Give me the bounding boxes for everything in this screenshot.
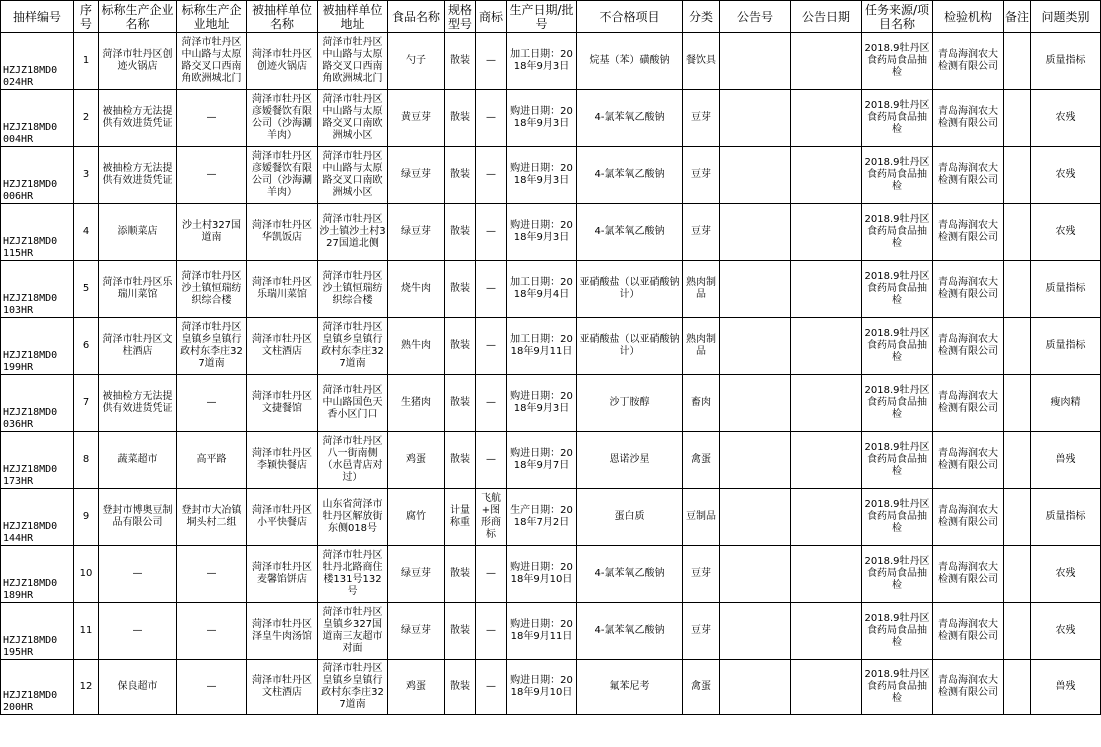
cell-failed-item: 亚硝酸盐（以亚硝酸钠计）: [577, 261, 683, 318]
cell-task: 2018.9牡丹区食药局食品抽检: [862, 375, 933, 432]
cell-brand: —: [476, 546, 507, 603]
cell-notice-date: [791, 546, 862, 603]
table-row: [1, 375, 1101, 432]
cell-spec: 散装: [445, 603, 476, 660]
cell-code: HZJZ18MD0 004HR: [1, 90, 74, 147]
cell-producer-address: —: [177, 660, 247, 715]
cell-notice-date: [791, 489, 862, 546]
cell-issue: 兽残: [1031, 432, 1101, 489]
cell-producer-address: 菏泽市牡丹区中山路与太原路交叉口西南角欧洲城北门: [177, 33, 247, 90]
cell-food: 绿豆芽: [388, 546, 445, 603]
cell-lab: 青岛海润农大检测有限公司: [933, 204, 1004, 261]
cell-sampled-unit: 菏泽市牡丹区文柱酒店: [247, 660, 318, 715]
cell-failed-item: 4-氯苯氧乙酸钠: [577, 204, 683, 261]
cell-lab: 青岛海润农大检测有限公司: [933, 147, 1004, 204]
cell-category: 豆芽: [683, 603, 720, 660]
cell-producer: 保良超市: [99, 660, 177, 715]
cell-sampled-address: 菏泽市牡丹区皇镇乡327国道南三友超市对面: [318, 603, 388, 660]
header-code: 抽样编号: [1, 1, 74, 33]
cell-notice-date: [791, 261, 862, 318]
cell-seq: 9: [74, 489, 99, 546]
header-food: 食品名称: [388, 1, 445, 33]
header-sampled-address: 被抽样单位地址: [318, 1, 388, 33]
cell-notice: [720, 375, 791, 432]
cell-remark: [1004, 489, 1031, 546]
cell-lab: 青岛海润农大检测有限公司: [933, 546, 1004, 603]
table-row: [1, 489, 1101, 546]
cell-code: HZJZ18MD0 200HR: [1, 660, 74, 715]
cell-issue: 兽残: [1031, 660, 1101, 715]
cell-notice: [720, 261, 791, 318]
cell-food: 绿豆芽: [388, 204, 445, 261]
cell-issue: 质量指标: [1031, 33, 1101, 90]
cell-brand: 飞航+图形商标: [476, 489, 507, 546]
cell-sampled-address: 菏泽市牡丹区中山路与太原路交叉口南欧洲城小区: [318, 90, 388, 147]
cell-task: 2018.9牡丹区食药局食品抽检: [862, 603, 933, 660]
cell-food: 鸡蛋: [388, 660, 445, 715]
cell-brand: —: [476, 261, 507, 318]
cell-date: 加工日期：2018年9月3日: [507, 33, 577, 90]
cell-sampled-unit: 菏泽市牡丹区小平快餐店: [247, 489, 318, 546]
cell-category: 豆芽: [683, 546, 720, 603]
cell-brand: —: [476, 432, 507, 489]
cell-seq: 2: [74, 90, 99, 147]
cell-sampled-unit: 菏泽市牡丹区彦嫒餐饮有限公司（沙海涮羊肉）: [247, 90, 318, 147]
cell-sampled-unit: 菏泽市牡丹区乐瑞川菜馆: [247, 261, 318, 318]
cell-seq: 8: [74, 432, 99, 489]
header-notice: 公告号: [720, 1, 791, 33]
cell-sampled-address: 菏泽市牡丹区中山路国色天香小区门口: [318, 375, 388, 432]
cell-failed-item: 4-氯苯氧乙酸钠: [577, 546, 683, 603]
cell-brand: —: [476, 375, 507, 432]
header-notice-date: 公告日期: [791, 1, 862, 33]
cell-notice-date: [791, 375, 862, 432]
cell-producer: 被抽检方无法提供有效进货凭证: [99, 375, 177, 432]
header-lab: 检验机构: [933, 1, 1004, 33]
cell-category: 畜肉: [683, 375, 720, 432]
header-issue: 问题类别: [1031, 1, 1101, 33]
cell-producer-address: —: [177, 546, 247, 603]
cell-producer: 菏泽市牡丹区创迹火锅店: [99, 33, 177, 90]
cell-category: 豆芽: [683, 90, 720, 147]
cell-producer: 菏泽市牡丹区文柱酒店: [99, 318, 177, 375]
header-failed-item: 不合格项目: [577, 1, 683, 33]
cell-date: 加工日期：2018年9月4日: [507, 261, 577, 318]
cell-code: HZJZ18MD0 189HR: [1, 546, 74, 603]
cell-code: HZJZ18MD0 173HR: [1, 432, 74, 489]
cell-notice: [720, 546, 791, 603]
cell-issue: 农残: [1031, 603, 1101, 660]
cell-category: 熟肉制品: [683, 261, 720, 318]
cell-remark: [1004, 204, 1031, 261]
cell-task: 2018.9牡丹区食药局食品抽检: [862, 33, 933, 90]
cell-category: 豆芽: [683, 147, 720, 204]
cell-spec: 散装: [445, 33, 476, 90]
cell-spec: 散装: [445, 318, 476, 375]
cell-sampled-unit: 菏泽市牡丹区彦嫒餐饮有限公司（沙海涮羊肉）: [247, 147, 318, 204]
cell-food: 勺子: [388, 33, 445, 90]
cell-lab: 青岛海润农大检测有限公司: [933, 261, 1004, 318]
cell-remark: [1004, 318, 1031, 375]
cell-date: 购进日期：2018年9月10日: [507, 546, 577, 603]
cell-producer-address: —: [177, 147, 247, 204]
cell-food: 熟牛肉: [388, 318, 445, 375]
cell-code: HZJZ18MD0 103HR: [1, 261, 74, 318]
header-spec: 规格型号: [445, 1, 476, 33]
table-row: [1, 546, 1101, 603]
cell-notice-date: [791, 660, 862, 715]
cell-seq: 10: [74, 546, 99, 603]
cell-spec: 散装: [445, 261, 476, 318]
cell-brand: —: [476, 204, 507, 261]
cell-spec: 散装: [445, 147, 476, 204]
cell-date: 购进日期：2018年9月3日: [507, 90, 577, 147]
cell-notice: [720, 33, 791, 90]
header-producer-address: 标称生产企业地址: [177, 1, 247, 33]
cell-food: 绿豆芽: [388, 147, 445, 204]
cell-sampled-unit: 菏泽市牡丹区泽皇牛肉汤馆: [247, 603, 318, 660]
cell-notice-date: [791, 90, 862, 147]
cell-brand: —: [476, 147, 507, 204]
table-row: [1, 660, 1101, 715]
cell-date: 生产日期：2018年7月2日: [507, 489, 577, 546]
table-row: [1, 261, 1101, 318]
cell-issue: 农残: [1031, 204, 1101, 261]
cell-producer: 蔬菜超市: [99, 432, 177, 489]
cell-sampled-unit: 菏泽市牡丹区文柱酒店: [247, 318, 318, 375]
cell-date: 购进日期：2018年9月3日: [507, 147, 577, 204]
cell-brand: —: [476, 90, 507, 147]
cell-brand: —: [476, 603, 507, 660]
cell-task: 2018.9牡丹区食药局食品抽检: [862, 660, 933, 715]
cell-food: 黄豆芽: [388, 90, 445, 147]
cell-sampled-unit: 菏泽市牡丹区文捷餐馆: [247, 375, 318, 432]
cell-date: 购进日期：2018年9月7日: [507, 432, 577, 489]
cell-task: 2018.9牡丹区食药局食品抽检: [862, 318, 933, 375]
header-brand: 商标: [476, 1, 507, 33]
cell-failed-item: 4-氯苯氧乙酸钠: [577, 90, 683, 147]
cell-date: 加工日期：2018年9月11日: [507, 318, 577, 375]
cell-producer-address: 菏泽市牡丹区沙土镇恒瑞纺织综合楼: [177, 261, 247, 318]
cell-producer-address: —: [177, 375, 247, 432]
cell-seq: 5: [74, 261, 99, 318]
cell-sampled-address: 菏泽市牡丹区八一街南侧（水邑青店对过）: [318, 432, 388, 489]
cell-code: HZJZ18MD0 006HR: [1, 147, 74, 204]
table-row: [1, 432, 1101, 489]
cell-date: 购进日期：2018年9月10日: [507, 660, 577, 715]
cell-task: 2018.9牡丹区食药局食品抽检: [862, 261, 933, 318]
cell-food: 生猪肉: [388, 375, 445, 432]
cell-notice: [720, 318, 791, 375]
cell-sampled-unit: 菏泽市牡丹区麦馨馅饼店: [247, 546, 318, 603]
cell-failed-item: 蛋白质: [577, 489, 683, 546]
cell-notice-date: [791, 432, 862, 489]
cell-spec: 散装: [445, 204, 476, 261]
cell-task: 2018.9牡丹区食药局食品抽检: [862, 204, 933, 261]
cell-category: 豆制品: [683, 489, 720, 546]
cell-code: HZJZ18MD0 115HR: [1, 204, 74, 261]
cell-issue: 质量指标: [1031, 261, 1101, 318]
cell-failed-item: 恩诺沙星: [577, 432, 683, 489]
cell-spec: 散装: [445, 375, 476, 432]
cell-spec: 散装: [445, 432, 476, 489]
cell-category: 禽蛋: [683, 660, 720, 715]
cell-failed-item: 氟苯尼考: [577, 660, 683, 715]
header-sampled-unit: 被抽样单位名称: [247, 1, 318, 33]
header-date: 生产日期/批号: [507, 1, 577, 33]
cell-sampled-address: 菏泽市牡丹区牡丹北路商住楼131号132号: [318, 546, 388, 603]
cell-food: 绿豆芽: [388, 603, 445, 660]
cell-food: 烧牛肉: [388, 261, 445, 318]
cell-sampled-address: 菏泽市牡丹区皇镇乡皇镇行政村东李庄327道南: [318, 318, 388, 375]
cell-notice-date: [791, 33, 862, 90]
cell-code: HZJZ18MD0 195HR: [1, 603, 74, 660]
table-header-row: [1, 1, 1101, 33]
cell-spec: 散装: [445, 90, 476, 147]
cell-notice-date: [791, 204, 862, 261]
header-producer: 标称生产企业名称: [99, 1, 177, 33]
cell-code: HZJZ18MD0 144HR: [1, 489, 74, 546]
cell-producer-address: —: [177, 90, 247, 147]
cell-failed-item: 4-氯苯氧乙酸钠: [577, 603, 683, 660]
cell-spec: 计量称重: [445, 489, 476, 546]
header-seq: 序号: [74, 1, 99, 33]
cell-remark: [1004, 603, 1031, 660]
cell-notice: [720, 660, 791, 715]
cell-spec: 散装: [445, 546, 476, 603]
cell-producer: 被抽检方无法提供有效进货凭证: [99, 90, 177, 147]
cell-producer: 被抽检方无法提供有效进货凭证: [99, 147, 177, 204]
cell-task: 2018.9牡丹区食药局食品抽检: [862, 147, 933, 204]
cell-brand: —: [476, 660, 507, 715]
cell-lab: 青岛海润农大检测有限公司: [933, 603, 1004, 660]
cell-issue: 质量指标: [1031, 489, 1101, 546]
cell-remark: [1004, 375, 1031, 432]
cell-producer: 菏泽市牡丹区乐瑞川菜馆: [99, 261, 177, 318]
cell-sampled-address: 菏泽市牡丹区皇镇乡皇镇行政村东李庄327道南: [318, 660, 388, 715]
cell-notice-date: [791, 147, 862, 204]
cell-failed-item: 烷基（苯）磺酸钠: [577, 33, 683, 90]
cell-task: 2018.9牡丹区食药局食品抽检: [862, 432, 933, 489]
cell-code: HZJZ18MD0 036HR: [1, 375, 74, 432]
cell-notice: [720, 432, 791, 489]
cell-lab: 青岛海润农大检测有限公司: [933, 90, 1004, 147]
cell-notice: [720, 603, 791, 660]
cell-seq: 3: [74, 147, 99, 204]
cell-brand: —: [476, 318, 507, 375]
cell-producer-address: 高平路: [177, 432, 247, 489]
cell-remark: [1004, 90, 1031, 147]
cell-lab: 青岛海润农大检测有限公司: [933, 33, 1004, 90]
cell-notice-date: [791, 318, 862, 375]
cell-sampled-unit: 菏泽市牡丹区李颖快餐店: [247, 432, 318, 489]
cell-notice: [720, 90, 791, 147]
cell-notice-date: [791, 603, 862, 660]
cell-category: 禽蛋: [683, 432, 720, 489]
table-row: [1, 147, 1101, 204]
cell-seq: 12: [74, 660, 99, 715]
cell-sampled-address: 菏泽市牡丹区中山路与太原路交叉口西南角欧洲城北门: [318, 33, 388, 90]
cell-task: 2018.9牡丹区食药局食品抽检: [862, 90, 933, 147]
cell-remark: [1004, 432, 1031, 489]
cell-date: 购进日期：2018年9月3日: [507, 375, 577, 432]
cell-seq: 7: [74, 375, 99, 432]
cell-notice: [720, 204, 791, 261]
cell-task: 2018.9牡丹区食药局食品抽检: [862, 546, 933, 603]
cell-producer: —: [99, 603, 177, 660]
cell-remark: [1004, 261, 1031, 318]
cell-remark: [1004, 660, 1031, 715]
cell-spec: 散装: [445, 660, 476, 715]
cell-seq: 11: [74, 603, 99, 660]
cell-lab: 青岛海润农大检测有限公司: [933, 660, 1004, 715]
cell-failed-item: 4-氯苯氧乙酸钠: [577, 147, 683, 204]
cell-producer: —: [99, 546, 177, 603]
table-row: [1, 33, 1101, 90]
cell-remark: [1004, 147, 1031, 204]
cell-remark: [1004, 546, 1031, 603]
cell-category: 熟肉制品: [683, 318, 720, 375]
header-task: 任务来源/项目名称: [862, 1, 933, 33]
table-row: [1, 318, 1101, 375]
cell-lab: 青岛海润农大检测有限公司: [933, 318, 1004, 375]
table-row: [1, 204, 1101, 261]
cell-category: 餐饮具: [683, 33, 720, 90]
cell-lab: 青岛海润农大检测有限公司: [933, 375, 1004, 432]
cell-issue: 农残: [1031, 90, 1101, 147]
cell-failed-item: 沙丁胺醇: [577, 375, 683, 432]
cell-producer-address: 登封市大冶镇垌头村二组: [177, 489, 247, 546]
cell-sampled-address: 菏泽市牡丹区沙土镇沙土村327国道北侧: [318, 204, 388, 261]
cell-sampled-unit: 菏泽市牡丹区华凯饭店: [247, 204, 318, 261]
header-category: 分类: [683, 1, 720, 33]
cell-sampled-address: 山东省菏泽市牡丹区解放街东侧018号: [318, 489, 388, 546]
cell-sampled-address: 菏泽市牡丹区中山路与太原路交叉口南欧洲城小区: [318, 147, 388, 204]
cell-sampled-unit: 菏泽市牡丹区创迹火锅店: [247, 33, 318, 90]
header-remark: 备注: [1004, 1, 1031, 33]
cell-date: 购进日期：2018年9月11日: [507, 603, 577, 660]
cell-producer-address: —: [177, 603, 247, 660]
cell-task: 2018.9牡丹区食药局食品抽检: [862, 489, 933, 546]
cell-notice: [720, 489, 791, 546]
cell-failed-item: 亚硝酸盐（以亚硝酸钠计）: [577, 318, 683, 375]
cell-category: 豆芽: [683, 204, 720, 261]
cell-date: 购进日期：2018年9月3日: [507, 204, 577, 261]
cell-producer: 添顺菜店: [99, 204, 177, 261]
cell-brand: —: [476, 33, 507, 90]
cell-producer-address: 菏泽市牡丹区皇镇乡皇镇行政村东李庄327道南: [177, 318, 247, 375]
cell-seq: 1: [74, 33, 99, 90]
cell-producer: 登封市博奥豆制品有限公司: [99, 489, 177, 546]
cell-issue: 农残: [1031, 546, 1101, 603]
cell-code: HZJZ18MD0 024HR: [1, 33, 74, 90]
cell-food: 腐竹: [388, 489, 445, 546]
cell-issue: 质量指标: [1031, 318, 1101, 375]
cell-food: 鸡蛋: [388, 432, 445, 489]
cell-seq: 4: [74, 204, 99, 261]
cell-lab: 青岛海润农大检测有限公司: [933, 432, 1004, 489]
cell-notice: [720, 147, 791, 204]
cell-remark: [1004, 33, 1031, 90]
cell-seq: 6: [74, 318, 99, 375]
cell-issue: 农残: [1031, 147, 1101, 204]
cell-producer-address: 沙土村327国道南: [177, 204, 247, 261]
cell-sampled-address: 菏泽市牡丹区沙土镇恒瑞纺织综合楼: [318, 261, 388, 318]
cell-code: HZJZ18MD0 199HR: [1, 318, 74, 375]
cell-issue: 瘦肉精: [1031, 375, 1101, 432]
table-row: [1, 603, 1101, 660]
cell-lab: 青岛海润农大检测有限公司: [933, 489, 1004, 546]
table-row: [1, 90, 1101, 147]
